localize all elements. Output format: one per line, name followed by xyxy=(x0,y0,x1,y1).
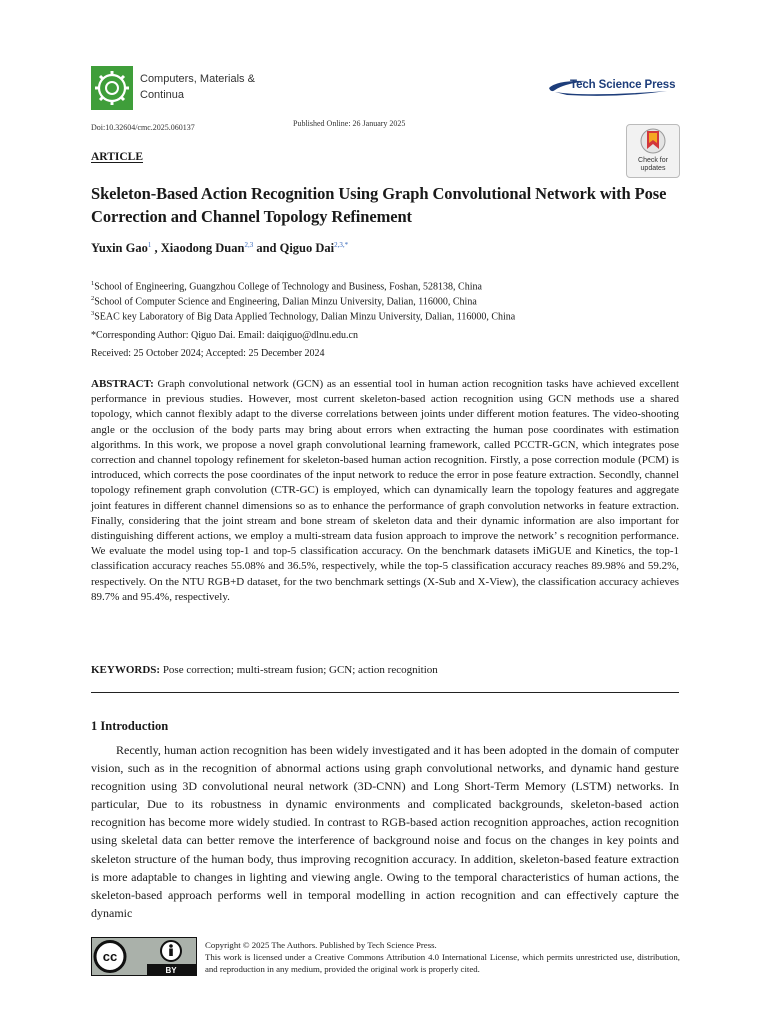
license-text: This work is licensed under a Creative Commons Attribution 4.0 International License, which permits unrestricted use, distribution, and reproduction in any medium, provided the original work is properly cited. xyxy=(205,952,680,975)
received-accepted-dates: Received: 25 October 2024; Accepted: 25 December 2024 xyxy=(91,348,325,359)
keywords xyxy=(91,664,679,676)
cc-by-license-icon[interactable] xyxy=(91,937,197,976)
author-affiliation-marker[interactable]: 1 xyxy=(147,241,152,249)
paper-title: Skeleton-Based Action Recognition Using Graph Convolutional Network with Pose Correction and Channel Topology Refinement xyxy=(91,184,667,226)
copyright-line: Copyright © 2025 The Authors. Published by Tech Science Press. xyxy=(205,940,437,950)
article-type-label: ARTICLE xyxy=(91,151,143,163)
keywords-text: Pose correction; multi-stream fusion; GCN; action recognition xyxy=(162,664,438,676)
check-updates-line1: Check for xyxy=(638,157,668,164)
author-name: Qiguo Dai xyxy=(279,241,335,256)
author-separator: , xyxy=(151,241,161,256)
check-updates-line2: updates xyxy=(640,165,666,172)
bookmark-icon xyxy=(627,125,679,157)
abstract-label: ABSTRACT: xyxy=(91,378,154,390)
affiliation-text: School of Engineering, Guangzhou College of Technology and Business, Foshan, 528138, China xyxy=(94,281,482,293)
author-affiliation-marker[interactable]: 2,3,* xyxy=(334,241,349,249)
author-separator: and xyxy=(253,241,280,256)
section-heading: 1 Introduction xyxy=(91,719,169,733)
check-for-updates-button[interactable] xyxy=(626,124,680,178)
introduction-paragraph: Recently, human action recognition has been widely investigated and it has been adopted in the domain of computer vision, such as in the recognition of abnormal actions using graph convolutional networks, and dynamic hand gesture recognition using 3D convolutional neural network (3D-CNN) and Long Short-Term Memory (LSTM) networks. In particular, Due to its robustness in dynamic environments and complicated backgrounds, skeleton-based action recognition has become more widely studied. In contrast to RGB-based action recognition approaches, action recognition using skeletal data can better remove the interference of background noise and focus on the changes in key points and skeleton structure of the human body, thus improving recognition accuracy. In addition, skeleton-based feature extraction is more adaptable to changes in lighting and viewing angle. Owing to the temporal characteristics of human actions, the skeleton-based approach performs well in temporal modelling in action recognition and can effectively capture the dynamic xyxy=(91,743,679,920)
journal-name-line1: Computers, Materials & xyxy=(140,73,255,85)
affiliation-text: SEAC key Laboratory of Big Data Applied Technology, Dalian Minzu University, Dalian, 116000, China xyxy=(94,311,516,323)
published-date: Published Online: 26 January 2025 xyxy=(293,119,406,128)
journal-name xyxy=(140,71,255,103)
author-name: Xiaodong Duan xyxy=(160,241,245,256)
doi[interactable]: Doi:10.32604/cmc.2025.060137 xyxy=(91,123,195,132)
author-affiliation-marker[interactable]: 2,3 xyxy=(244,241,254,249)
affiliation-number: 3 xyxy=(91,310,95,317)
divider xyxy=(91,692,679,693)
corresponding-author: *Corresponding Author: Qiguo Dai. Email: daiqiguo@dlnu.edu.cn xyxy=(91,330,358,341)
copyright-notice xyxy=(205,939,680,976)
journal-name-line2: Continua xyxy=(140,89,185,101)
journal-logo xyxy=(91,66,133,110)
abstract-text: Graph convolutional network (GCN) as an essential tool in human action recognition tasks have achieved excellent performance in previous studies. However, most current skeleton-based action recognition using GCN methods use a shared topology, which cannot flexibly adapt to the diverse correlations between joints under different motion features. The video-shooting angle or the occlusion of the body parts may bring about errors when extracting the human pose coordinates with estimation algorithms. In this work, we propose a novel graph convolutional learning framework, called PCCTR-GCN, which integrates pose correction and channel topology refinement for skeleton-based human action recognition. Firstly, a pose correction module (PCM) is introduced, which corrects the pose coordinates of the input network to reduce the error in pose feature extraction. Secondly, channel topology refinement graph convolution (CTR-GC) is employed, which can dynamically learn the topology features and aggregate joint features in different channel dimensions so as to enhance the performance of graph convolution networks in feature extraction. Finally, considering that the joint stream and bone stream of skeleton data and their dynamic information are also important for distinguishing different actions, we employ a multi-stream data fusion approach to improve the network’ s recognition performance. We evaluate the model using top-1 and top-5 classification accuracy. On the benchmark datasets iMiGUE and Kinetics, the top-1 classification accuracy reaches 55.08% and 36.5%, respectively, while the top-5 classification accuracy reaches 89.98% and 59.2%, respectively. On the NTU RGB+D dataset, for the two benchmark settings (X-Sub and X-View), the classification accuracy achieves 89.7% and 95.4%, respectively. xyxy=(91,378,680,603)
affiliation xyxy=(91,277,482,293)
keywords-label: KEYWORDS: xyxy=(91,664,161,676)
abstract xyxy=(91,377,679,605)
affiliation-number: 1 xyxy=(91,280,95,287)
cc-by-label: BY xyxy=(165,966,177,975)
affiliation xyxy=(91,307,515,323)
publisher-name: Tech Science Press xyxy=(570,79,676,91)
svg-text:cc: cc xyxy=(102,949,118,964)
author-name: Yuxin Gao xyxy=(91,241,148,256)
author-list xyxy=(91,241,348,256)
affiliation-number: 2 xyxy=(91,295,95,302)
affiliation-text: School of Computer Science and Engineering, Dalian Minzu University, Dalian, 116000, China xyxy=(94,296,477,308)
affiliation xyxy=(91,292,477,308)
